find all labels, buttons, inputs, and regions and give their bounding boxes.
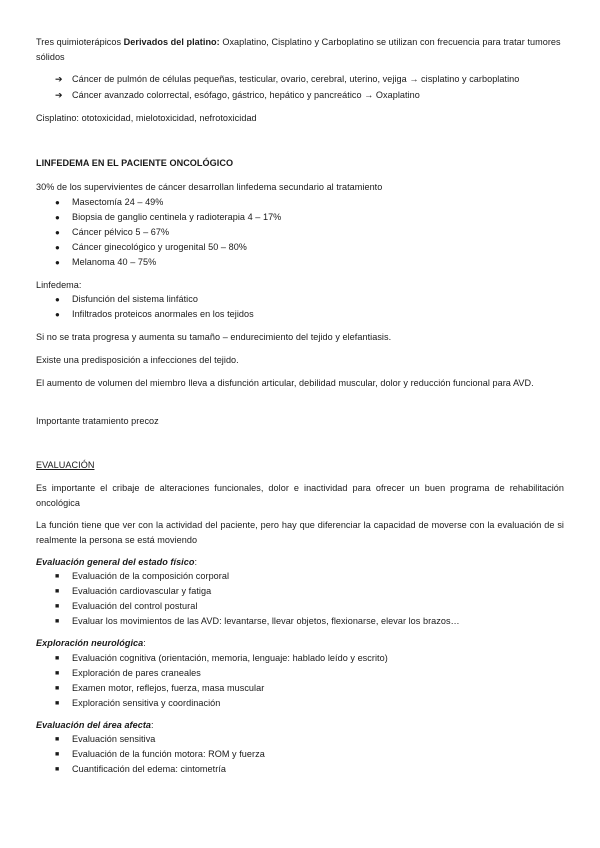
square-bullet-icon: ■ xyxy=(55,573,60,580)
list-item xyxy=(55,210,281,225)
list-item-text: Exploración sensitiva y coordinación xyxy=(72,698,221,708)
subsection-title xyxy=(36,636,564,651)
square-bullet-icon: ■ xyxy=(55,736,60,743)
arrow-list-item xyxy=(55,88,420,103)
bullet-icon: ● xyxy=(55,295,60,304)
list-item-text: Cáncer ginecológico y urogenital 50 – 80% xyxy=(72,242,247,252)
square-bullet-icon: ■ xyxy=(55,588,60,595)
square-bullet-icon: ■ xyxy=(55,670,60,677)
subsection-title xyxy=(36,555,564,570)
list-item-text: Masectomía 24 – 49% xyxy=(72,197,164,207)
list-item-text: Biopsia de ganglio centinela y radioterapia 4 – 17% xyxy=(72,212,282,222)
list-item xyxy=(55,696,220,711)
list-item xyxy=(55,599,197,614)
arrow-list-item-text: Cáncer de pulmón de células pequeñas, testicular, ovario, cerebral, uterino, vejiga → cisplatino y carboplatino xyxy=(72,74,520,84)
list-item-text: Melanoma 40 – 75% xyxy=(72,257,157,267)
list-item xyxy=(55,307,254,322)
subsection-title-suffix: : xyxy=(151,720,154,730)
list-item-text: Evaluación cognitiva (orientación, memoria, lenguaje: hablado leído y escrito) xyxy=(72,653,388,663)
list-item xyxy=(55,681,264,696)
list-item-text: Evaluación del control postural xyxy=(72,601,198,611)
subsection-title-text: Exploración neurológica xyxy=(36,638,144,648)
list-item xyxy=(55,195,163,210)
list-item-text: Disfunción del sistema linfático xyxy=(72,294,198,304)
subsection-title-text: Evaluación del área afecta xyxy=(36,720,152,730)
list-item-text: Examen motor, reflejos, fuerza, masa muscular xyxy=(72,683,265,693)
subsection-title xyxy=(36,718,564,733)
subsection-title-text: Evaluación general del estado físico xyxy=(36,557,195,567)
square-bullet-icon: ■ xyxy=(55,766,60,773)
linfedema-treatment-text: Importante tratamiento precoz xyxy=(36,416,159,426)
square-bullet-icon: ■ xyxy=(55,618,60,625)
intro-bold-term: Derivados del platino: xyxy=(123,37,220,47)
evaluacion-paragraph-2: La función tiene que ver con la actividad del paciente, pero hay que diferenciar la capacidad de moverse con la evaluación de si realmente la persona se está moviendo xyxy=(36,520,564,545)
list-item-text: Evaluar los movimientos de las AVD: levantarse, llevar objetos, flexionarse, elevar los brazos… xyxy=(72,616,460,626)
square-bullet-icon: ■ xyxy=(55,700,60,707)
list-item-text: Cuantificación del edema: cintometría xyxy=(72,764,226,774)
arrow-right-icon: ➔ xyxy=(55,74,63,84)
list-item xyxy=(55,762,226,777)
subsection-title-suffix: : xyxy=(143,638,146,648)
section-heading-linfedema: LINFEDEMA EN EL PACIENTE ONCOLÓGICO xyxy=(36,158,234,168)
list-item-text: Infiltrados proteicos anormales en los tejidos xyxy=(72,309,254,319)
list-item xyxy=(55,732,155,747)
bullet-icon: ● xyxy=(55,198,60,207)
linfedema-volume-text: El aumento de volumen del miembro lleva a disfunción articular, debilidad muscular, dolor y reducción funcional para AVD. xyxy=(36,378,534,388)
linfedema-definition-label: Linfedema: xyxy=(36,280,82,290)
list-item xyxy=(55,225,169,240)
list-item xyxy=(55,584,211,599)
bullet-icon: ● xyxy=(55,310,60,319)
list-item-text: Evaluación de la composición corporal xyxy=(72,571,230,581)
linfedema-progress-text: Si no se trata progresa y aumenta su tamaño – endurecimiento del tejido y elefantiasis. xyxy=(36,332,392,342)
linfedema-intro: 30% de los supervivientes de cáncer desarrollan linfedema secundario al tratamiento xyxy=(36,182,383,192)
bullet-icon: ● xyxy=(55,228,60,237)
bullet-icon: ● xyxy=(55,213,60,222)
square-bullet-icon: ■ xyxy=(55,751,60,758)
square-bullet-icon: ■ xyxy=(55,685,60,692)
square-bullet-icon: ■ xyxy=(55,655,60,662)
list-item-text: Evaluación sensitiva xyxy=(72,734,156,744)
linfedema-predisposition-text: Existe una predisposición a infecciones del tejido. xyxy=(36,355,239,365)
cisplatino-note: Cisplatino: ototoxicidad, mielotoxicidad, nefrotoxicidad xyxy=(36,113,257,123)
list-item xyxy=(55,292,198,307)
list-item-text: Exploración de pares craneales xyxy=(72,668,201,678)
list-item xyxy=(55,240,247,255)
list-item xyxy=(55,651,388,666)
square-bullet-icon: ■ xyxy=(55,603,60,610)
arrow-right-icon: ➔ xyxy=(55,90,63,100)
section-heading-evaluacion: EVALUACIÓN xyxy=(36,460,95,470)
list-item xyxy=(55,614,460,629)
list-item xyxy=(55,747,265,762)
intro-text-end: Oxaplatino, Cisplatino y Carboplatino se utilizan con frecuencia para tratar tumores sólidos xyxy=(36,37,561,62)
list-item-text: Evaluación cardiovascular y fatiga xyxy=(72,586,212,596)
intro-text-start: Tres quimioterápicos xyxy=(36,37,124,47)
bullet-icon: ● xyxy=(55,258,60,267)
list-item-text: Evaluación de la función motora: ROM y fuerza xyxy=(72,749,265,759)
list-item xyxy=(55,569,229,584)
list-item xyxy=(55,666,201,681)
arrow-list-item-text: Cáncer avanzado colorrectal, esófago, gástrico, hepático y pancreático → Oxaplatino xyxy=(72,90,420,100)
evaluacion-paragraph-1: Es importante el cribaje de alteraciones funcionales, dolor e inactividad para ofrecer un buen programa de rehabilitación oncológica xyxy=(36,483,564,508)
intro-paragraph xyxy=(36,35,564,65)
list-item xyxy=(55,255,156,270)
subsection-title-suffix: : xyxy=(194,557,198,567)
list-item-text: Cáncer pélvico 5 – 67% xyxy=(72,227,170,237)
arrow-list-item xyxy=(55,72,519,87)
bullet-icon: ● xyxy=(55,243,60,252)
